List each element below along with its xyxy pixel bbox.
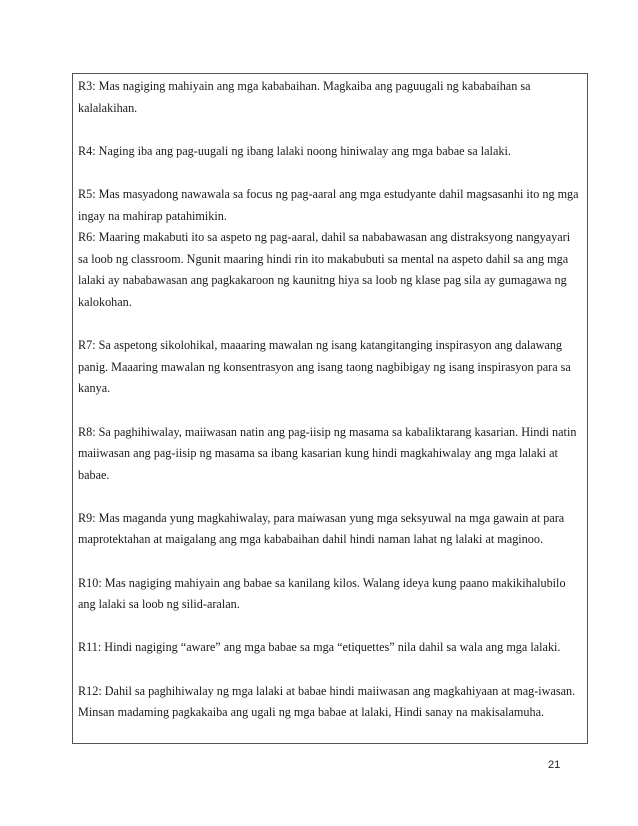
page-number: 21 [548, 759, 561, 771]
response-table-cell [72, 73, 588, 744]
response-r9: R9: Mas maganda yung magkahiwalay, para maiwasan yung mga seksyuwal na mga gawain at para maprotektahan at maigalang ang mga kababaihan dahil hindi naman lahat ng lalaki at maginoo. [78, 510, 565, 547]
response-r7: R7: Sa aspetong sikolohikal, maaaring mawalan ng isang katangitanging inspirasyon ang dalawang panig. Maaaring mawalan ng konsentrasyon ang isang taong nagbibigay ng isang inspirasyon para sa kanya. [78, 338, 571, 396]
response-r3: R3: Mas nagiging mahiyain ang mga kababaihan. Magkaiba ang paguugali ng kababaihan sa kalalakihan. [78, 79, 531, 115]
response-r12: R12: Dahil sa paghihiwalay ng mga lalaki at babae hindi maiiwasan ang magkahiyaan at mag-iwasan. Minsan madaming pagkakaiba ang ugali ng mga babae at lalaki, Hindi sanay na makisalamuha. [78, 683, 576, 720]
spacer [78, 400, 583, 422]
response-r11: R11: Hindi nagiging “aware” ang mga babae sa mga “etiquettes” nila dahil sa wala ang mga lalaki. [78, 640, 561, 655]
spacer [78, 162, 583, 184]
response-r8: R8: Sa paghihiwalay, maiiwasan natin ang pag-iisip ng masama sa kabaliktarang kasarian. Hindi natin maiiwasan ang pag-iisip ng masama sa ibang kasarian kung hindi magkahiwalay ang mga lalaki at babae. [78, 424, 577, 482]
response-r6: R6: Maaring makabuti ito sa aspeto ng pag-aaral, dahil sa nababawasan ang distraksyong nangyayari sa loob ng classroom. Ngunit maaring hindi rin ito makabubuti sa mental na aspeto dahil sa ang mga lalaki ay nababawasan ang pagkakaroon ng kaunitng hiya sa loob ng klase pag sila ay gumagawa ng kalokohan. [78, 230, 571, 309]
spacer [78, 486, 583, 508]
spacer [78, 551, 583, 573]
spacer [78, 659, 583, 681]
response-r5: R5: Mas masyadong nawawala sa focus ng pag-aaral ang mga estudyante dahil magsasanhi ito ng mga ingay na mahirap patahimikin. [78, 186, 579, 223]
response-r4: R4: Naging iba ang pag-uugali ng ibang lalaki noong hiniwalay ang mga babae sa lalaki. [78, 143, 511, 158]
spacer [78, 314, 583, 336]
spacer [78, 119, 583, 141]
response-r10: R10: Mas nagiging mahiyain ang babae sa kanilang kilos. Walang ideya kung paano makikihalubilo ang lalaki sa loob ng silid-aralan. [78, 575, 566, 612]
spacer [78, 616, 583, 638]
